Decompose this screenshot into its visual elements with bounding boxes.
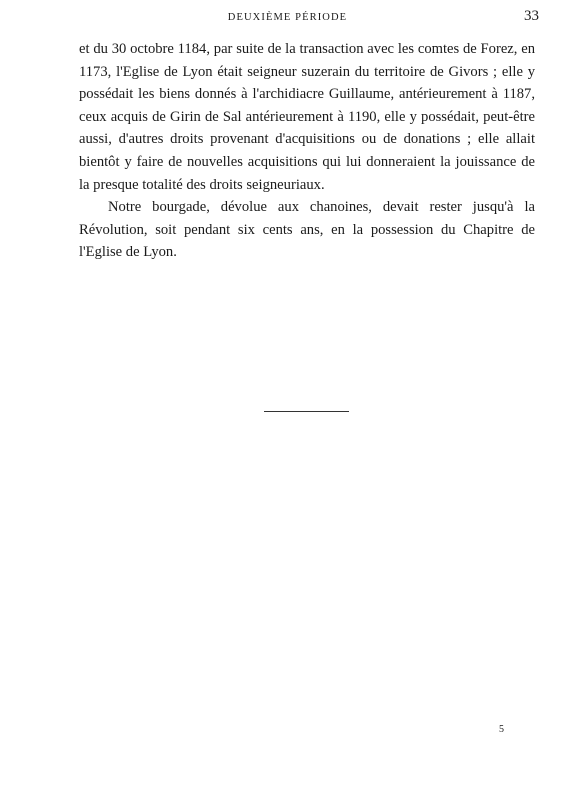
paragraph: Notre bourgade, dévolue aux chanoines, devait rester jusqu'à la Révolution, soit pendant six cents ans, en la possession du Chapitre de l'Eglise de Lyon. — [79, 199, 535, 261]
running-head-title: DEUXIÈME PÉRIODE — [227, 12, 348, 23]
section-divider — [264, 411, 349, 412]
body-text — [79, 38, 535, 264]
page-number: 33 — [524, 8, 539, 24]
running-header — [0, 8, 575, 32]
signature-mark: 5 — [499, 724, 504, 735]
paragraph: et du 30 octobre 1184, par suite de la transaction avec les comtes de Forez, en 1173, l'Eglise de Lyon était seigneur suzerain du territoire de Givors ; elle y possédait les biens donnés à l'archidiacre Guillaume, antérieurement à 1187, ceux acquis de Girin de Sal antérieurement à 1190, elle y possédait, peut-être aussi, d'autres droits provenant d'acquisitions ou de donations ; elle allait bientôt y faire de nouvelles acquisitions qui lui donneraient la jouissance de la presque totalité des droits seigneuriaux. — [79, 41, 535, 193]
